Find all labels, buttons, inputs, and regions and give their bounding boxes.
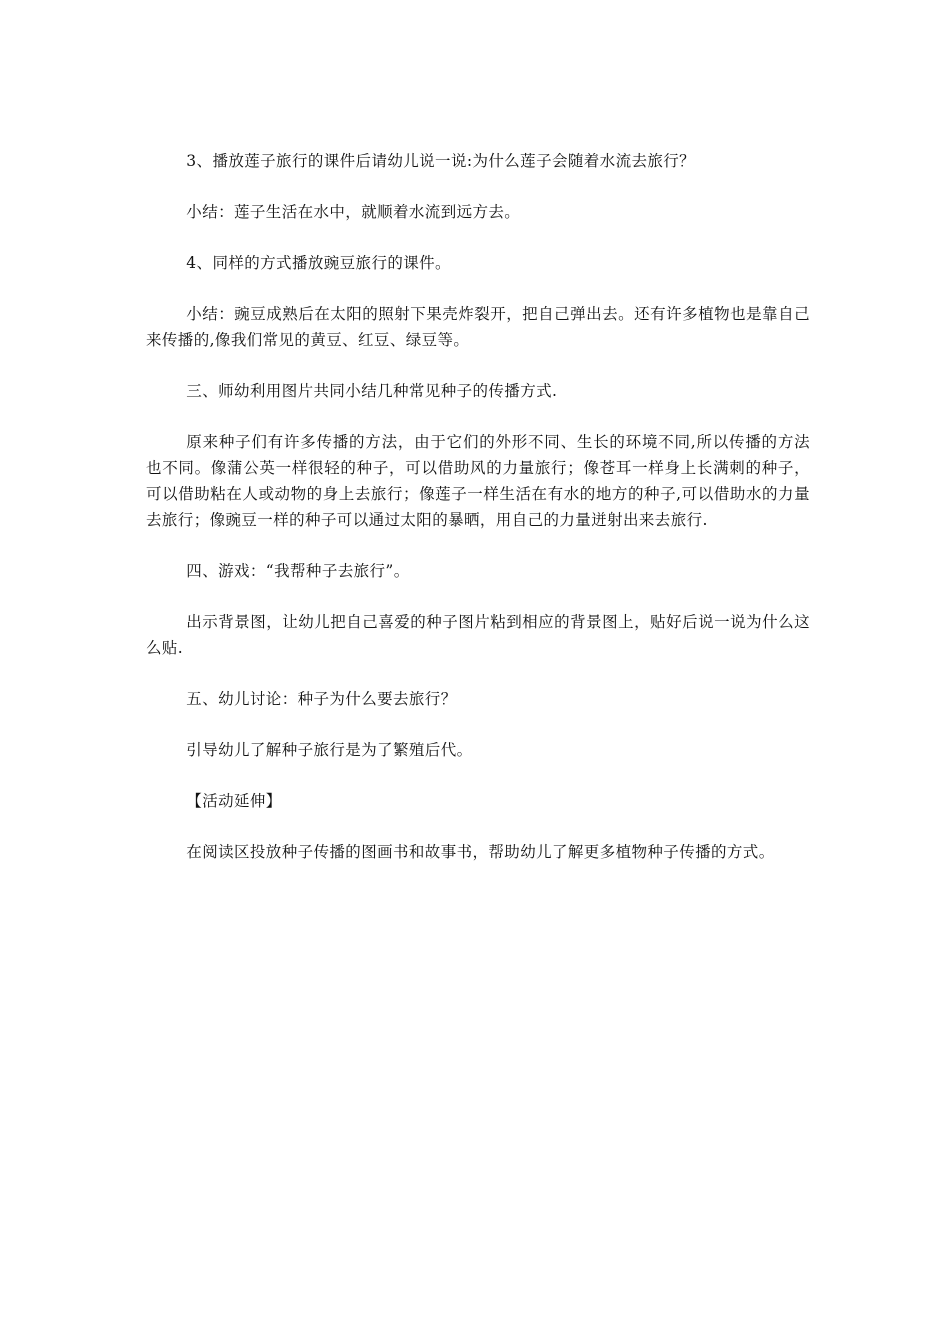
section-heading: 四、游戏：“我帮种子去旅行”。 <box>186 562 410 580</box>
paragraph: 在阅读区投放种子传播的图画书和故事书，帮助幼儿了解更多植物种子传播的方式。 <box>186 843 775 861</box>
paragraph: 原来种子们有许多传播的方法，由于它们的外形不同、生长的环境不同,所以传播的方法也不同。像蒲公英一样很轻的种子，可以借助风的力量旅行；像苍耳一样身上长满刺的种子，可以借助粘在人或动物的身上去旅行；像莲子一样生活在有水的地方的种子,可以借助水的力量去旅行；像豌豆一样的种子可以通过太阳的暴晒，用自己的力量迸射出来去旅行. <box>146 433 810 529</box>
document-body <box>146 148 810 865</box>
paragraph: 3、播放莲子旅行的课件后请幼儿说一说:为什么莲子会随着水流去旅行？ <box>186 152 696 170</box>
paragraph: 小结：莲子生活在水中，就顺着水流到远方去。 <box>186 203 521 221</box>
paragraph: 引导幼儿了解种子旅行是为了繁殖后代。 <box>186 741 473 759</box>
section-heading: 【活动延伸】 <box>186 792 282 810</box>
section-heading: 五、幼儿讨论：种子为什么要去旅行？ <box>186 690 457 708</box>
paragraph: 4、同样的方式播放豌豆旅行的课件。 <box>186 254 451 272</box>
paragraph: 出示背景图，让幼儿把自己喜爱的种子图片粘到相应的背景图上，贴好后说一说为什么这么贴. <box>146 613 810 657</box>
section-heading: 三、师幼利用图片共同小结几种常见种子的传播方式. <box>186 382 558 400</box>
paragraph: 小结：豌豆成熟后在太阳的照射下果壳炸裂开，把自己弹出去。还有许多植物也是靠自己来传播的,像我们常见的黄豆、红豆、绿豆等。 <box>146 305 810 349</box>
